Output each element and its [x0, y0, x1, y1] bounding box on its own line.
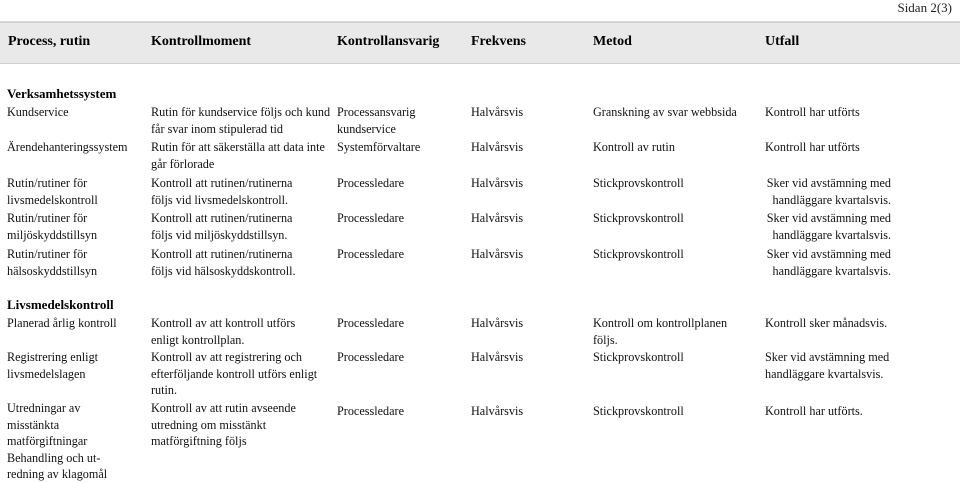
cell-frekvens: Halvårsvis	[471, 105, 524, 119]
header-frekvens: Frekvens	[471, 34, 526, 49]
cell-utfall: Sker vid avstämning med handläggare kvartalsvis.	[766, 247, 891, 278]
cell-metod: Kontroll av rutin	[593, 140, 675, 154]
cell-utfall: Kontroll har utförts	[765, 140, 860, 154]
cell-frekvens: Halvårsvis	[471, 211, 524, 225]
cell-metod: Granskning av svar webbsida	[593, 105, 737, 119]
cell-utfall: Sker vid avstämning med handläggare kvartalsvis.	[766, 176, 891, 207]
section-title-livsmedelskontroll: Livsmedelskontroll	[7, 297, 114, 312]
cell-metod: Stickprovskontroll	[593, 404, 684, 418]
cell-metod: Stickprovskontroll	[593, 350, 684, 364]
cell-metod: Stickprovskontroll	[593, 247, 684, 261]
cell-metod: Kontroll om kontrollplanen följs.	[593, 316, 728, 347]
cell-process: Kundservice	[7, 105, 69, 119]
page-top-bar	[0, 0, 960, 22]
cell-process: Registrering enligt livsmedelslagen	[7, 350, 99, 381]
cell-process: Planerad årlig kontroll	[7, 316, 117, 330]
cell-kontrollmoment: Kontroll av att registrering och efterföljande kontroll utförs enligt rutin.	[151, 350, 318, 398]
header-utfall: Utfall	[765, 34, 800, 49]
cell-kontrollansvarig: Systemförvaltare	[337, 140, 421, 154]
cell-frekvens: Halvårsvis	[471, 247, 524, 261]
cell-utfall: Sker vid avstämning med handläggare kvartalsvis.	[765, 350, 890, 381]
header-kontrollmoment: Kontrollmoment	[151, 34, 252, 49]
cell-process: Ärendehanteringssystem	[7, 140, 128, 154]
cell-kontrollmoment: Kontroll att rutinen/rutinerna följs vid livsmedelskontroll.	[151, 176, 293, 207]
cell-kontrollmoment: Kontroll av att kontroll utförs enligt kontrollplan.	[151, 316, 296, 347]
cell-kontrollmoment: Rutin för att säkerställa att data inte går förlorade	[151, 140, 325, 171]
cell-process: Rutin/rutiner för miljöskyddstillsyn	[7, 211, 98, 242]
cell-kontrollmoment: Rutin för kundservice följs och kund får svar inom stipulerad tid	[151, 105, 331, 136]
cell-frekvens: Halvårsvis	[471, 316, 524, 330]
cell-kontrollansvarig: Processledare	[337, 247, 405, 261]
cell-process: Rutin/rutiner för hälsoskyddstillsyn	[7, 247, 98, 278]
cell-kontrollansvarig: Processledare	[337, 404, 405, 418]
header-kontrollansvarig: Kontrollansvarig	[337, 34, 440, 49]
cell-metod: Stickprovskontroll	[593, 176, 684, 190]
cell-utfall: Kontroll har utförts	[765, 105, 860, 119]
cell-frekvens: Halvårsvis	[471, 176, 524, 190]
cell-kontrollmoment: Kontroll av att rutin avseende utredning om misstänkt matförgiftning följs	[151, 401, 296, 449]
cell-frekvens: Halvårsvis	[471, 140, 524, 154]
cell-kontrollansvarig: Processledare	[337, 350, 405, 364]
cell-kontrollmoment: Kontroll att rutinen/rutinerna följs vid hälsoskyddskontroll.	[151, 247, 296, 278]
section-title-verksamhetssystem: Verksamhetssystem	[7, 86, 117, 101]
cell-frekvens: Halvårsvis	[471, 350, 524, 364]
cell-metod: Stickprovskontroll	[593, 211, 684, 225]
cell-utfall: Sker vid avstämning med handläggare kvartalsvis.	[766, 211, 891, 242]
cell-kontrollansvarig: Processledare	[337, 176, 405, 190]
cell-utfall: Kontroll sker månadsvis.	[765, 316, 888, 330]
cell-process: Rutin/rutiner för livsmedelskontroll	[7, 176, 98, 207]
header-process: Process, rutin	[8, 34, 91, 49]
page-number: Sidan 2(3)	[897, 0, 952, 15]
cell-kontrollmoment: Kontroll att rutinen/rutinerna följs vid miljöskyddstillsyn.	[151, 211, 293, 242]
cell-frekvens: Halvårsvis	[471, 404, 524, 418]
table-header	[0, 22, 960, 64]
cell-process: Utredningar av misstänkta matförgiftningar Behandling och ut-redning av klagomål	[7, 401, 108, 482]
header-metod: Metod	[593, 34, 632, 49]
cell-kontrollansvarig: Processledare	[337, 316, 405, 330]
cell-utfall: Kontroll har utförts.	[765, 404, 863, 418]
cell-kontrollansvarig: Processledare	[337, 211, 405, 225]
cell-kontrollansvarig: Processansvarig kundservice	[337, 105, 416, 136]
